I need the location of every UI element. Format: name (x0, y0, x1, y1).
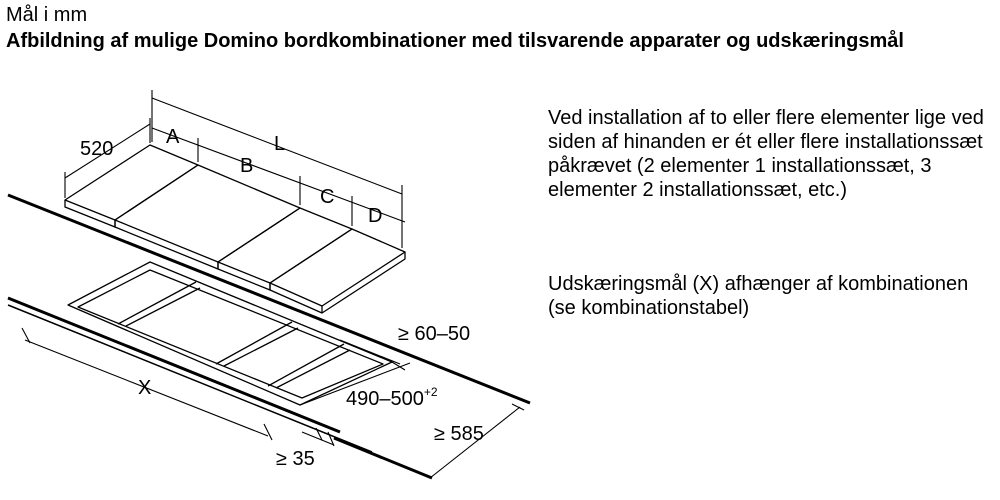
worktop-front-edge (8, 298, 340, 432)
units-note: Mål i mm (6, 4, 88, 26)
hob-module-d (270, 229, 405, 313)
hob-module-b (115, 165, 300, 269)
label-b: B (240, 155, 254, 177)
label-x: X (138, 377, 152, 399)
hob-module-c (218, 208, 352, 290)
cutout-note: Udskæringsmål (X) afhænger af kombinationen (se kombinationstabel) (548, 273, 969, 319)
installation-note: Ved installation af to eller flere elementer lige ved siden af hinanden er ét eller flere installationssæt påkrævet (2 elementer 1 installationssæt, 3 elementer 2 installationssæt, etc.) (548, 107, 984, 201)
worktop-base-line (334, 438, 432, 478)
label-d: D (368, 205, 383, 227)
label-l: L (274, 133, 286, 155)
label-side-gap: ≥ 35 (276, 448, 315, 470)
cutout-depth-value: 490–500 (346, 388, 424, 410)
cutout-tolerance: +2 (423, 385, 438, 399)
label-a: A (166, 126, 180, 148)
worktop-back-edge (8, 195, 530, 403)
label-c: C (320, 186, 335, 208)
label-front-gap: ≥ 60–50 (398, 323, 471, 345)
page-title: Afbildning af mulige Domino bordkombinationer med tilsvarende apparater og udskæringsmål (6, 30, 904, 52)
label-depth-520: 520 (80, 138, 114, 160)
label-worktop-depth: ≥ 585 (434, 423, 484, 445)
label-cutout-depth (346, 385, 438, 410)
